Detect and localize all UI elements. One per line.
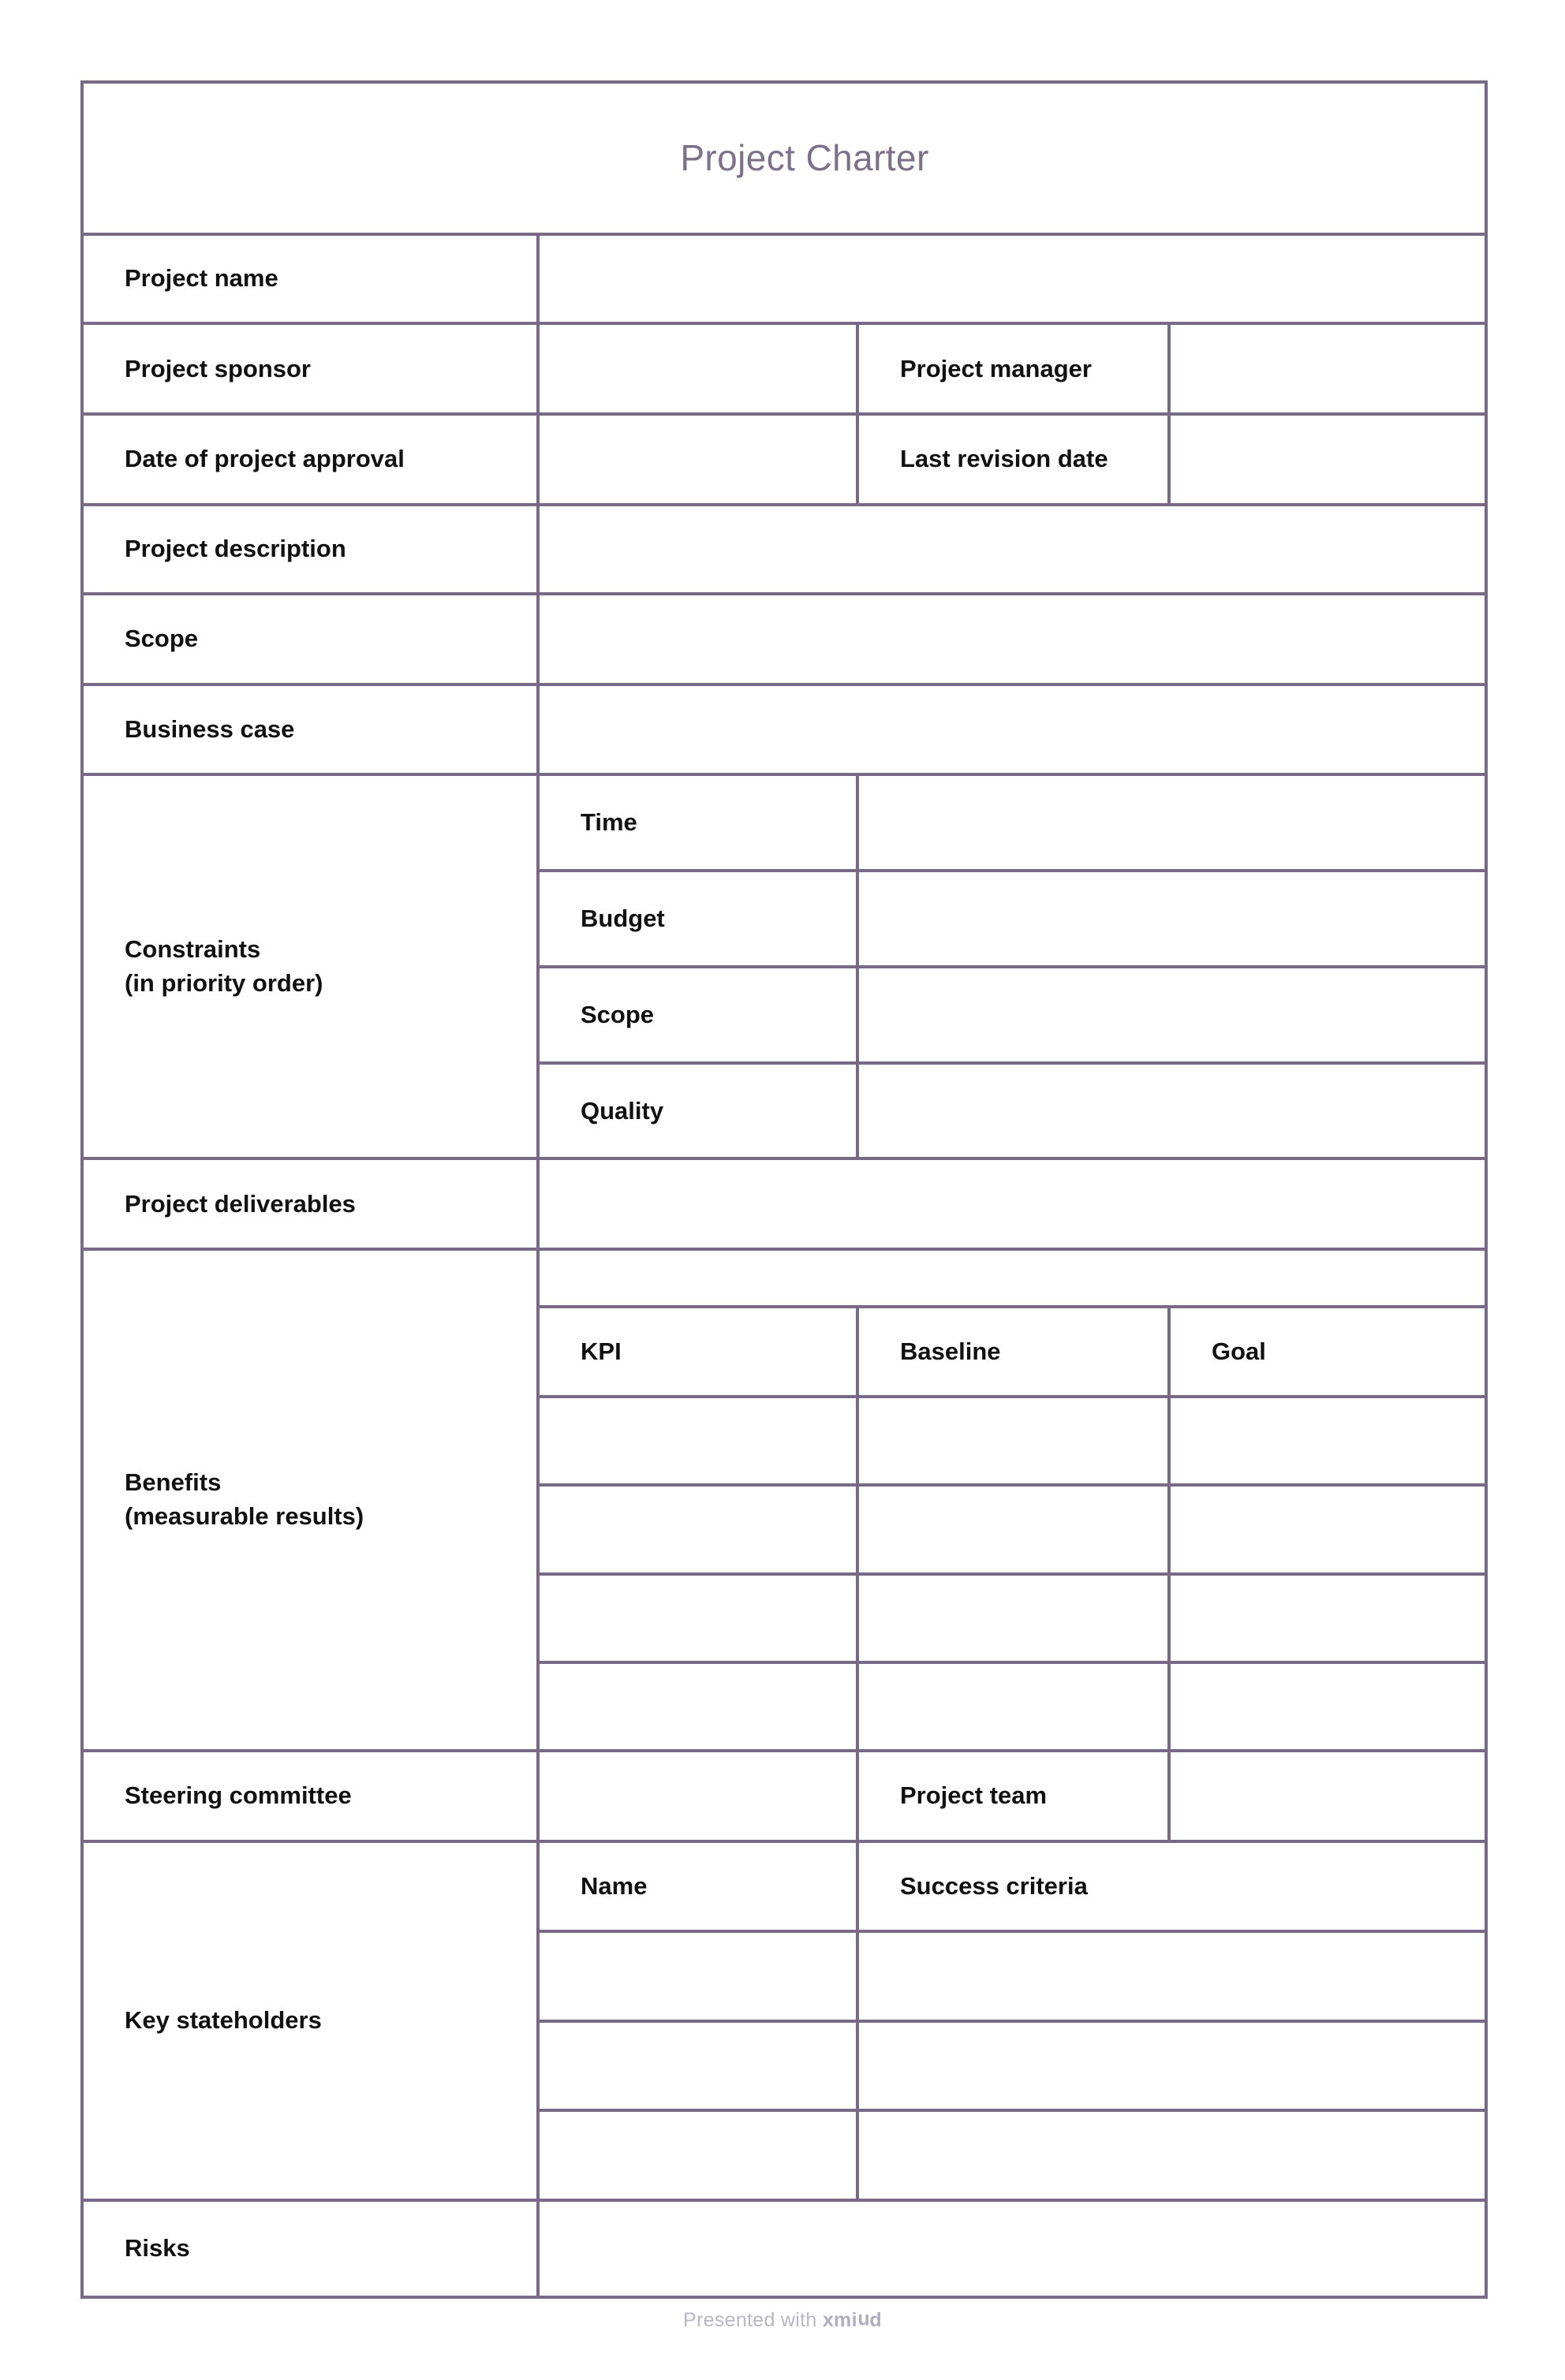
input-last-revision-date[interactable] (1169, 414, 1486, 505)
row-business-case (82, 685, 1486, 775)
label-project-sponsor: Project sponsor (82, 323, 538, 414)
input-project-team[interactable] (1169, 1751, 1486, 1841)
page-title: Project Charter (680, 137, 929, 179)
row-project-deliverables (82, 1158, 1486, 1249)
row-sponsor-manager (82, 323, 1486, 414)
input-benefits-note[interactable] (538, 1249, 1486, 1307)
column-header-goal: Goal (1169, 1307, 1486, 1396)
input-steering-committee[interactable] (538, 1751, 857, 1841)
label-constraints-line1: Constraints (125, 935, 261, 964)
input-benefit-kpi-1[interactable] (538, 1397, 857, 1485)
input-date-of-project-approval[interactable] (538, 414, 857, 505)
row-constraints-time (82, 774, 1486, 871)
input-scope[interactable] (538, 594, 1486, 685)
column-header-baseline: Baseline (857, 1307, 1169, 1396)
input-constraint-budget[interactable] (857, 871, 1486, 967)
label-project-deliverables: Project deliverables (82, 1158, 538, 1249)
input-constraint-quality[interactable] (857, 1063, 1486, 1159)
input-stakeholder-criteria-1[interactable] (857, 1931, 1486, 2020)
input-benefit-kpi-4[interactable] (538, 1662, 857, 1751)
label-constraint-time: Time (538, 774, 857, 871)
label-benefits (82, 1249, 538, 1751)
input-project-sponsor[interactable] (538, 323, 857, 414)
input-stakeholder-name-3[interactable] (538, 2110, 857, 2199)
input-benefit-goal-2[interactable] (1169, 1485, 1486, 1573)
input-constraint-scope[interactable] (857, 967, 1486, 1063)
label-business-case: Business case (82, 685, 538, 775)
input-benefit-goal-1[interactable] (1169, 1397, 1486, 1485)
page-title-cell (82, 82, 1486, 234)
label-project-manager: Project manager (857, 323, 1169, 414)
row-scope (82, 594, 1486, 685)
label-benefits-line2: (measurable results) (125, 1502, 364, 1531)
footer-prefix: Presented with (683, 2309, 823, 2331)
label-project-name: Project name (82, 234, 538, 323)
label-steering-committee: Steering committee (82, 1751, 538, 1841)
input-project-deliverables[interactable] (538, 1158, 1486, 1249)
input-benefit-baseline-1[interactable] (857, 1397, 1169, 1485)
project-charter-table (80, 80, 1485, 2299)
input-business-case[interactable] (538, 685, 1486, 775)
column-header-name: Name (538, 1841, 857, 1932)
label-constraint-scope: Scope (538, 967, 857, 1063)
input-project-name[interactable] (538, 234, 1486, 323)
charter-grid (80, 80, 1488, 2299)
label-constraints (82, 774, 538, 1158)
input-project-description[interactable] (538, 505, 1486, 594)
input-stakeholder-criteria-2[interactable] (857, 2021, 1486, 2110)
label-project-team: Project team (857, 1751, 1169, 1841)
xmind-logo-part3: d (869, 2309, 882, 2331)
row-project-description (82, 505, 1486, 594)
row-approval-revision (82, 414, 1486, 505)
input-risks[interactable] (538, 2200, 1486, 2297)
row-risks (82, 2200, 1486, 2297)
label-last-revision-date: Last revision date (857, 414, 1169, 505)
input-stakeholder-name-1[interactable] (538, 1931, 857, 2020)
label-constraint-budget: Budget (538, 871, 857, 967)
input-constraint-time[interactable] (857, 774, 1486, 871)
input-benefit-goal-3[interactable] (1169, 1574, 1486, 1662)
label-key-stakeholders: Key stateholders (82, 1841, 538, 2200)
footer-attribution (0, 2309, 1565, 2332)
input-benefit-baseline-4[interactable] (857, 1662, 1169, 1751)
row-project-name (82, 234, 1486, 323)
label-constraint-quality: Quality (538, 1063, 857, 1159)
label-constraints-line2: (in priority order) (125, 968, 323, 997)
input-benefit-goal-4[interactable] (1169, 1662, 1486, 1751)
input-benefit-kpi-3[interactable] (538, 1574, 857, 1662)
title-row (82, 82, 1486, 234)
xmind-logo (823, 2309, 882, 2331)
column-header-success-criteria: Success criteria (857, 1841, 1486, 1932)
label-risks: Risks (82, 2200, 538, 2297)
input-stakeholder-criteria-3[interactable] (857, 2110, 1486, 2199)
row-steering-team (82, 1751, 1486, 1841)
label-scope: Scope (82, 594, 538, 685)
label-benefits-line1: Benefits (125, 1468, 222, 1497)
row-stakeholders-header (82, 1841, 1486, 1932)
input-project-manager[interactable] (1169, 323, 1486, 414)
label-date-of-project-approval: Date of project approval (82, 414, 538, 505)
row-benefits-note (82, 1249, 1486, 1307)
xmind-logo-flipped-n: n (857, 2310, 870, 2332)
input-stakeholder-name-2[interactable] (538, 2021, 857, 2110)
column-header-kpi: KPI (538, 1307, 857, 1396)
input-benefit-baseline-2[interactable] (857, 1485, 1169, 1573)
input-benefit-baseline-3[interactable] (857, 1574, 1169, 1662)
input-benefit-kpi-2[interactable] (538, 1485, 857, 1573)
label-project-description: Project description (82, 505, 538, 594)
xmind-logo-part1: xmi (822, 2309, 857, 2331)
